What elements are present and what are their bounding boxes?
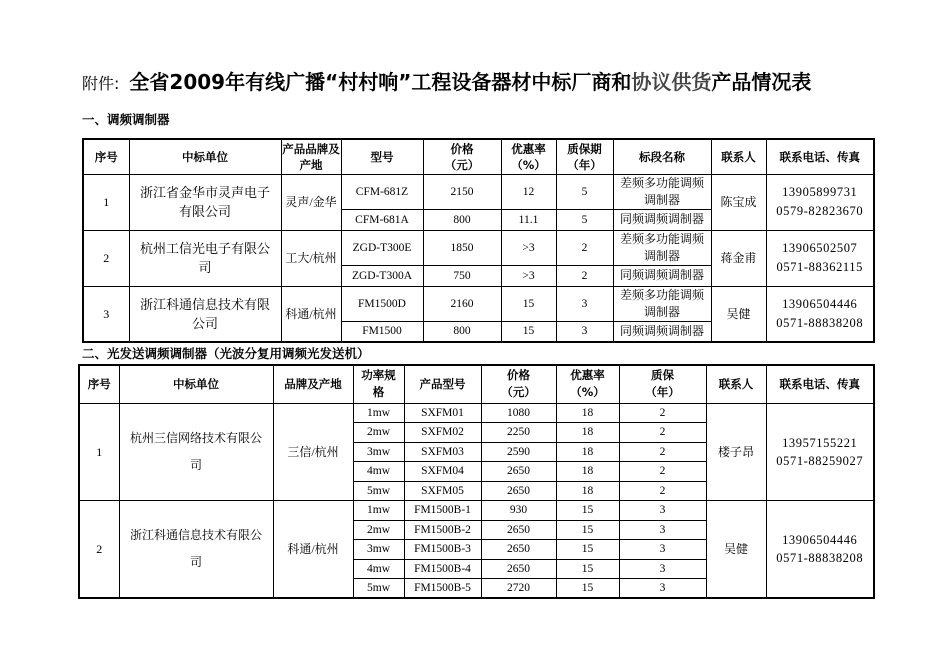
contact-phone-fax [766,230,874,286]
title-part-2: 协议供货 [631,70,712,94]
company-cell [119,403,273,501]
lot-name-cell [613,265,711,286]
header-model [341,139,423,174]
header-discount-rate [556,365,619,403]
warranty-years: 2 [556,265,613,286]
warranty-years: 5 [556,174,613,209]
table-row [83,174,874,209]
lot-name-cell [613,230,711,265]
contact-person: 楼子昂 [706,403,766,501]
row-number: 3 [83,286,129,342]
price: 800 [423,321,501,342]
warranty-years: 3 [619,579,706,599]
header-warranty-text: 质保 [651,368,674,383]
warranty-years: 5 [556,209,613,230]
header-warranty-text: 质保期 [567,141,602,156]
title-part-3: 产品情况表 [711,70,812,94]
discount-rate: >3 [501,230,556,265]
table-row [79,501,874,521]
header-contact [711,139,766,174]
company-cell [119,501,273,599]
model: ZGD-T300E [341,230,423,265]
row-number: 2 [79,501,119,599]
discount-rate: >3 [501,265,556,286]
fax-number: 0579-82823670 [776,204,864,218]
product-model: SXFM03 [404,442,481,462]
header-price-text: 价格 [450,141,474,156]
header-price-text: 价格 [507,368,530,383]
company-name: 杭州工信光电子有限公司 [139,241,270,275]
fax-number: 0571-88838208 [776,551,864,565]
table-body [79,403,874,598]
header-serial-no [83,139,129,174]
power-spec: 4mw [353,462,404,482]
header-contact-text: 联系人 [718,376,754,391]
table-header [79,365,874,403]
row-number: 1 [83,174,129,230]
warranty-years: 3 [556,321,613,342]
header-warranty-text: （年） [567,157,602,172]
header-lot-name-text: 标段名称 [639,149,685,164]
power-spec: 1mw [353,501,404,521]
fax-number: 0571-88362115 [776,260,863,274]
phone-number: 13906504446 [782,296,858,311]
model: CFM-681A [341,209,423,230]
row-number: 1 [79,403,119,501]
price: 800 [423,209,501,230]
discount-rate: 15 [501,286,556,321]
price: 2150 [423,174,501,209]
header-product-model [404,365,481,403]
product-model: FM1500B-2 [404,520,481,540]
price: 2650 [481,462,556,482]
lot-name: 同频调频调制器 [619,268,704,282]
warranty-years: 3 [619,501,706,521]
brand-origin: 科通/杭州 [273,501,353,599]
brand-origin: 工大/杭州 [281,230,341,286]
header-brand-origin-text: 品牌及产地 [284,376,342,391]
phone-number: 13957155221 [782,435,858,450]
power-spec: 5mw [353,579,404,599]
lot-name: 同频调频调制器 [619,323,704,338]
lot-name: 差频多功能调频调制器 [619,175,704,207]
discount-rate: 18 [556,423,619,443]
warranty-years: 2 [619,481,706,501]
header-power-spec [353,365,404,403]
company-cell [129,286,281,342]
header-price-text: （元） [501,385,536,400]
company-name: 杭州三信网络技术有限公司 [129,430,262,472]
power-spec: 2mw [353,423,404,443]
title-prefix: 附件: [82,74,120,93]
discount-rate: 15 [501,321,556,342]
product-model: FM1500B-5 [404,579,481,599]
warranty-years: 2 [619,403,706,423]
contact-person: 吴健 [711,286,766,342]
header-contact [706,365,766,403]
price: 2650 [481,520,556,540]
contact-phone-fax [766,174,874,230]
company-name: 浙江科通信息技术有限公司 [129,528,262,569]
header-company-text: 中标单位 [182,149,228,164]
header-price-text: （元） [444,157,480,172]
warranty-years: 2 [619,442,706,462]
lot-name-cell [613,286,711,321]
header-brand-origin-text: 产地 [299,157,323,172]
contact-phone-fax [766,286,874,342]
model: CFM-681Z [341,174,423,209]
price: 750 [423,265,501,286]
brand-origin: 灵声/金华 [281,174,341,230]
section-heading-fm-modulator: 一、调频调制器 [82,112,170,127]
row-number: 2 [83,230,129,286]
table-row [79,403,874,423]
table-row [83,230,874,265]
price: 1850 [423,230,501,265]
contact-phone-fax [766,501,874,599]
header-serial-no [79,365,119,403]
warranty-years: 2 [619,462,706,482]
power-spec: 1mw [353,403,404,423]
phone-number: 13905899731 [782,185,858,199]
section-heading-optical-transmitter: 二、光发送调频调制器（光波分复用调频光发送机） [82,346,370,361]
header-price [481,365,556,403]
discount-rate: 18 [556,442,619,462]
discount-rate: 15 [556,540,619,560]
price: 2250 [481,423,556,443]
company-name: 浙江科通信息技术有限公司 [139,296,270,331]
discount-rate: 12 [501,174,556,209]
power-spec: 3mw [353,540,404,560]
phone-number: 13906502507 [782,241,858,255]
document-title [82,68,811,96]
lot-name-cell [613,174,711,209]
header-discount-rate-text: （%） [570,385,605,400]
phone-number: 13906504446 [782,533,858,547]
contact-person: 陈宝成 [711,174,766,230]
price: 1080 [481,403,556,423]
header-warranty-text: （年） [645,385,680,400]
product-model: SXFM05 [404,481,481,501]
header-brand-origin [281,139,341,174]
power-spec: 5mw [353,481,404,501]
warranty-years: 3 [556,286,613,321]
optical-transmitter-table [78,364,875,599]
warranty-years: 3 [619,520,706,540]
brand-origin: 三信/杭州 [273,403,353,501]
model: ZGD-T300A [341,265,423,286]
header-model-text: 型号 [370,149,394,164]
header-warranty [619,365,706,403]
header-discount-rate-text: 优惠率 [570,368,605,383]
warranty-years: 2 [619,423,706,443]
company-name: 浙江省金华市灵声电子有限公司 [139,185,270,219]
header-brand-origin-text: 产品品牌及 [282,141,340,156]
contact-phone-fax [766,403,874,501]
model: FM1500 [341,321,423,342]
header-discount-rate [501,139,556,174]
product-model: SXFM02 [404,423,481,443]
table-body [83,174,874,342]
header-contact-text: 联系人 [721,149,756,164]
price: 2650 [481,540,556,560]
fax-number: 0571-88259027 [776,453,864,468]
price: 930 [481,501,556,521]
lot-name-cell [613,209,711,230]
header-lot-name [613,139,711,174]
header-power-spec-text: 功率规 [361,368,396,383]
warranty-years: 2 [556,230,613,265]
table-row [83,286,874,321]
price: 2650 [481,481,556,501]
header-price [423,139,501,174]
header-serial-no-text: 序号 [94,149,118,164]
header-company [129,139,281,174]
header-discount-rate-text: （%） [511,157,546,172]
lot-name: 同频调频调制器 [619,212,704,226]
header-phone-fax-text: 联系电话、传真 [779,376,860,391]
header-brand-origin [273,365,353,403]
header-company-text: 中标单位 [173,376,219,391]
discount-rate: 15 [556,579,619,599]
lot-name: 差频多功能调频调制器 [619,287,704,319]
power-spec: 4mw [353,559,404,579]
title-part-1: 全省2009年有线广播“村村响”工程设备器材中标厂商和 [129,70,632,94]
header-company [119,365,273,403]
warranty-years: 3 [619,559,706,579]
brand-origin: 科通/杭州 [281,286,341,342]
fax-number: 0571-88838208 [776,315,864,330]
discount-rate: 15 [556,559,619,579]
product-model: FM1500B-1 [404,501,481,521]
discount-rate: 11.1 [501,209,556,230]
header-phone-fax-text: 联系电话、传真 [779,149,860,164]
header-warranty [556,139,613,174]
header-phone-fax [766,365,874,403]
contact-person: 吴健 [706,501,766,599]
product-model: SXFM04 [404,462,481,482]
discount-rate: 15 [556,520,619,540]
title-main [129,70,811,94]
lot-name: 差频多功能调频调制器 [619,231,704,263]
discount-rate: 18 [556,481,619,501]
header-phone-fax [766,139,874,174]
price: 2160 [423,286,501,321]
price: 2590 [481,442,556,462]
price: 2650 [481,559,556,579]
company-cell [129,230,281,286]
table-header [83,139,874,174]
header-power-spec-text: 格 [372,385,385,400]
product-model: FM1500B-3 [404,540,481,560]
model: FM1500D [341,286,423,321]
lot-name-cell [613,321,711,342]
header-serial-no-text: 序号 [87,376,111,391]
product-model: SXFM01 [404,403,481,423]
header-product-model-text: 产品型号 [419,376,466,391]
discount-rate: 18 [556,403,619,423]
power-spec: 2mw [353,520,404,540]
company-cell [129,174,281,230]
power-spec: 3mw [353,442,404,462]
header-row [79,365,874,403]
warranty-years: 3 [619,540,706,560]
header-discount-rate-text: 优惠率 [511,141,546,156]
product-model: FM1500B-4 [404,559,481,579]
fm-modulator-table [82,138,875,343]
price: 2720 [481,579,556,599]
header-row [83,139,874,174]
discount-rate: 15 [556,501,619,521]
contact-person: 蒋金甫 [711,230,766,286]
discount-rate: 18 [556,462,619,482]
